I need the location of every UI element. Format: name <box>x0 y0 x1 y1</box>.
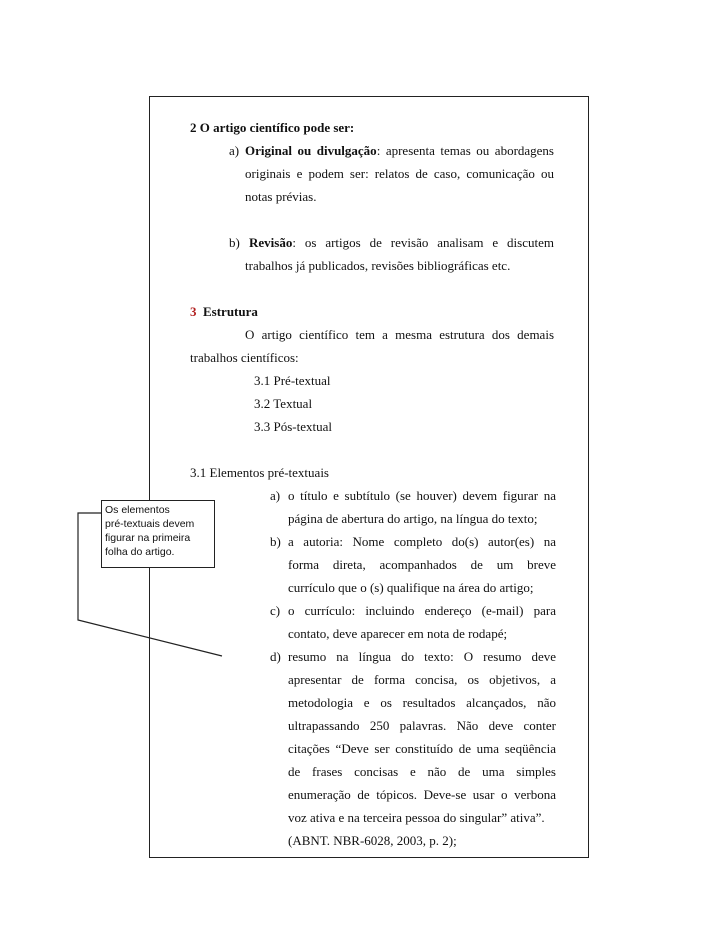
pretext-item-line: resumo na língua do texto: O resumo deve <box>288 649 556 664</box>
pretext-item-marker: d) <box>270 649 281 664</box>
pretext-item-line: apresentar de forma concisa, os objetivos, a <box>288 672 556 687</box>
pretext-item-line: ultrapassando 250 palavras. Não deve conter <box>288 718 556 733</box>
item-b-marker: b) <box>229 235 240 250</box>
item-b-term: Revisão <box>249 235 293 250</box>
item-a-marker: a) <box>229 143 240 158</box>
pretext-item-line: enumeração de tópicos. Deve-se usar o verbona <box>288 787 556 802</box>
pretext-item-line: o currículo: incluindo endereço (e-mail) para <box>288 603 556 618</box>
pretext-item-line: metodologia e os resultados alcançados, não <box>288 695 556 710</box>
item-a-line2: originais e podem ser: relatos de caso, comunicação ou <box>245 166 554 181</box>
section31-heading: 3.1 Elementos pré-textuais <box>190 465 329 480</box>
section3-heading <box>190 300 258 323</box>
item-a-term: Original ou divulgação <box>245 143 377 158</box>
section3-intro-line1: O artigo científico tem a mesma estrutura dos demais <box>245 327 554 342</box>
side-note-line: folha do artigo. <box>105 546 175 558</box>
item-b-rest: : os artigos de revisão analisam e discutem <box>292 235 554 250</box>
item-b-line1 <box>249 231 554 254</box>
item-a-line1 <box>245 139 554 162</box>
side-note-line: figurar na primeira <box>105 532 191 544</box>
item-a-line3: notas prévias. <box>245 189 317 204</box>
structure-item: 3.3 Pós-textual <box>254 419 332 434</box>
pretext-item-marker: c) <box>270 603 281 618</box>
side-note-line: Os elementos <box>105 504 170 516</box>
section2-heading: 2 O artigo científico pode ser: <box>190 120 355 135</box>
side-note-box <box>101 500 215 568</box>
pretext-item-line: currículo que o (s) qualifique na área do artigo; <box>288 580 534 595</box>
pretext-item-line: (ABNT. NBR-6028, 2003, p. 2); <box>288 833 457 848</box>
side-note-line: pré-textuais devem <box>105 518 195 530</box>
section3-number: 3 <box>190 304 197 319</box>
structure-item: 3.2 Textual <box>254 396 313 411</box>
pretext-item-marker: a) <box>270 488 281 503</box>
section3-intro-line2: trabalhos científicos: <box>190 350 299 365</box>
pretext-item-line: o título e subtítulo (se houver) devem figurar na <box>288 488 556 503</box>
item-a-rest: : apresenta temas ou abordagens <box>376 143 554 158</box>
pretext-item-line: contato, deve aparecer em nota de rodapé; <box>288 626 508 641</box>
pretext-item-line: de frases concisas e não de uma simples <box>288 764 556 779</box>
structure-item: 3.1 Pré-textual <box>254 373 331 388</box>
pretext-item-line: página de abertura do artigo, na língua do texto; <box>288 511 538 526</box>
item-b-line2: trabalhos já publicados, revisões bibliográficas etc. <box>245 258 511 273</box>
pretext-item-marker: b) <box>270 534 281 549</box>
pretext-item-line: citações “Deve ser constituído de uma seqüência <box>288 741 556 756</box>
section3-title: Estrutura <box>203 304 258 319</box>
pretext-item-line: voz ativa e na terceira pessoa do singular” ativa”. <box>288 810 545 825</box>
pretext-item-line: a autoria: Nome completo do(s) autor(es) na <box>288 534 556 549</box>
pretext-item-line: forma direta, acompanhados de um breve <box>288 557 556 572</box>
